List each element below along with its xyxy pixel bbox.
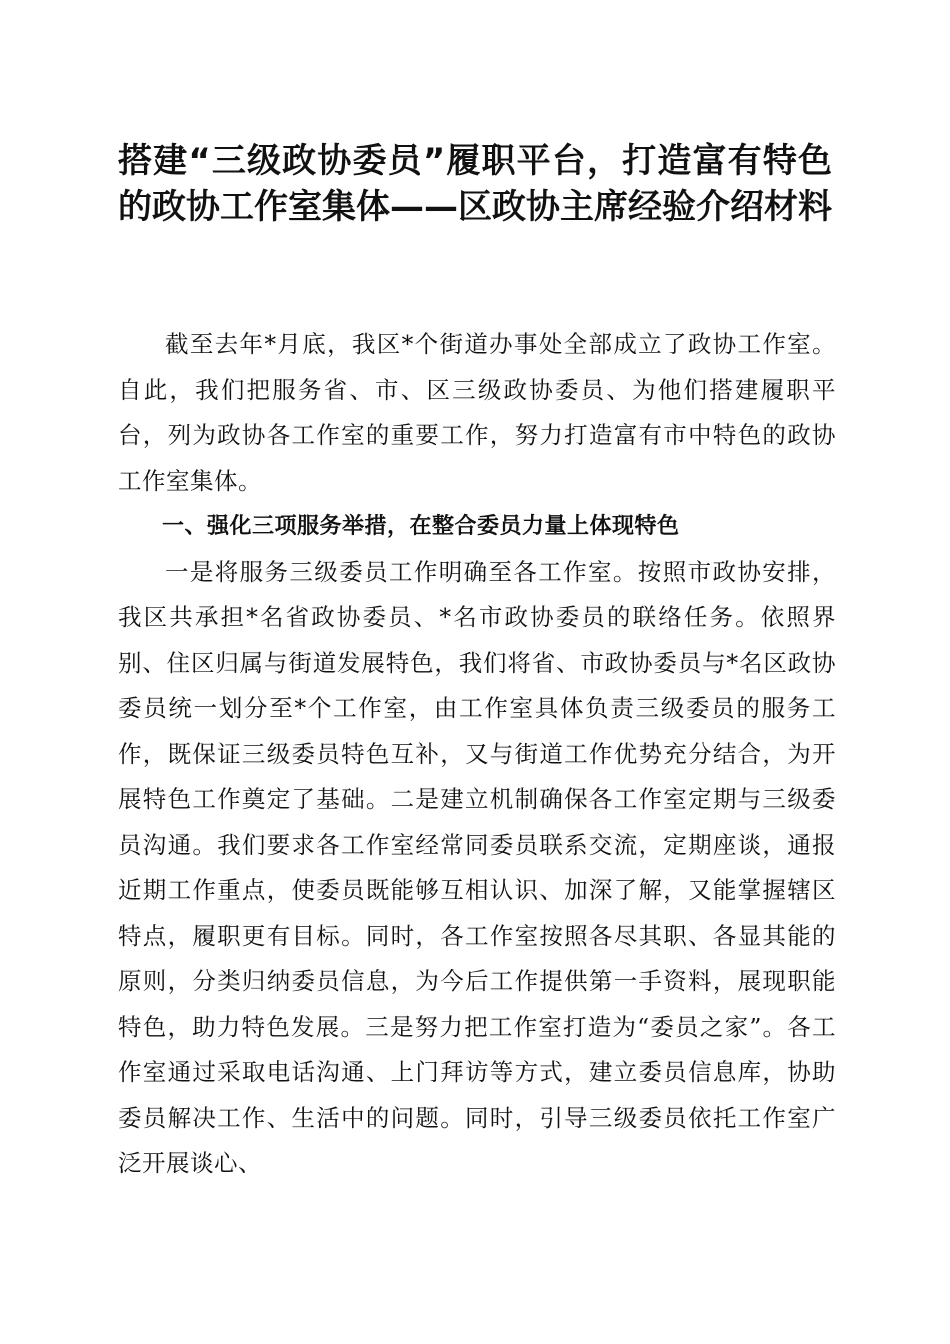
document-body (118, 322, 836, 1187)
intro-paragraph: 截至去年*月底，我区*个街道办事处全部成立了政协工作室。自此，我们把服务省、市、区三级政协委员、为他们搭建履职平台，列为政协各工作室的重要工作，努力打造富有市中特色的政协工作室集体。 (118, 330, 836, 495)
document-title: 搭建“三级政协委员”履职平台，打造富有特色的政协工作室集体——区政协主席经验介绍材料 (118, 141, 832, 227)
section-paragraph: 一是将服务三级委员工作明确至各工作室。按照市政协安排，我区共承担*名省政协委员、*名市政协委员的联络任务。依照界别、住区归属与街道发展特色，我们将省、市政协委员与*名区政协委员统一划分至*个工作室，由工作室具体负责三级委员的服务工作，既保证三级委员特色互补，又与街道工作优势充分结合，为开展特色工作奠定了基础。二是建立机制确保各工作室定期与三级委员沟通。我们要求各工作室经常同委员联系交流，定期座谈，通报近期工作重点，使委员既能够互相认识、加深了解，又能掌握辖区特点，履职更有目标。同时，各工作室按照各尽其职、各显其能的原则，分类归纳委员信息，为今后工作提供第一手资料，展现职能特色，助力特色发展。三是努力把工作室打造为“委员之家”。各工作室通过采取电话沟通、上门拜访等方式，建立委员信息库，协助委员解决工作、生活中的问题。同时，引导三级委员依托工作室广泛开展谈心、 (118, 557, 836, 1177)
section-heading: 一、强化三项服务举措，在整合委员力量上体现特色 (162, 514, 680, 539)
